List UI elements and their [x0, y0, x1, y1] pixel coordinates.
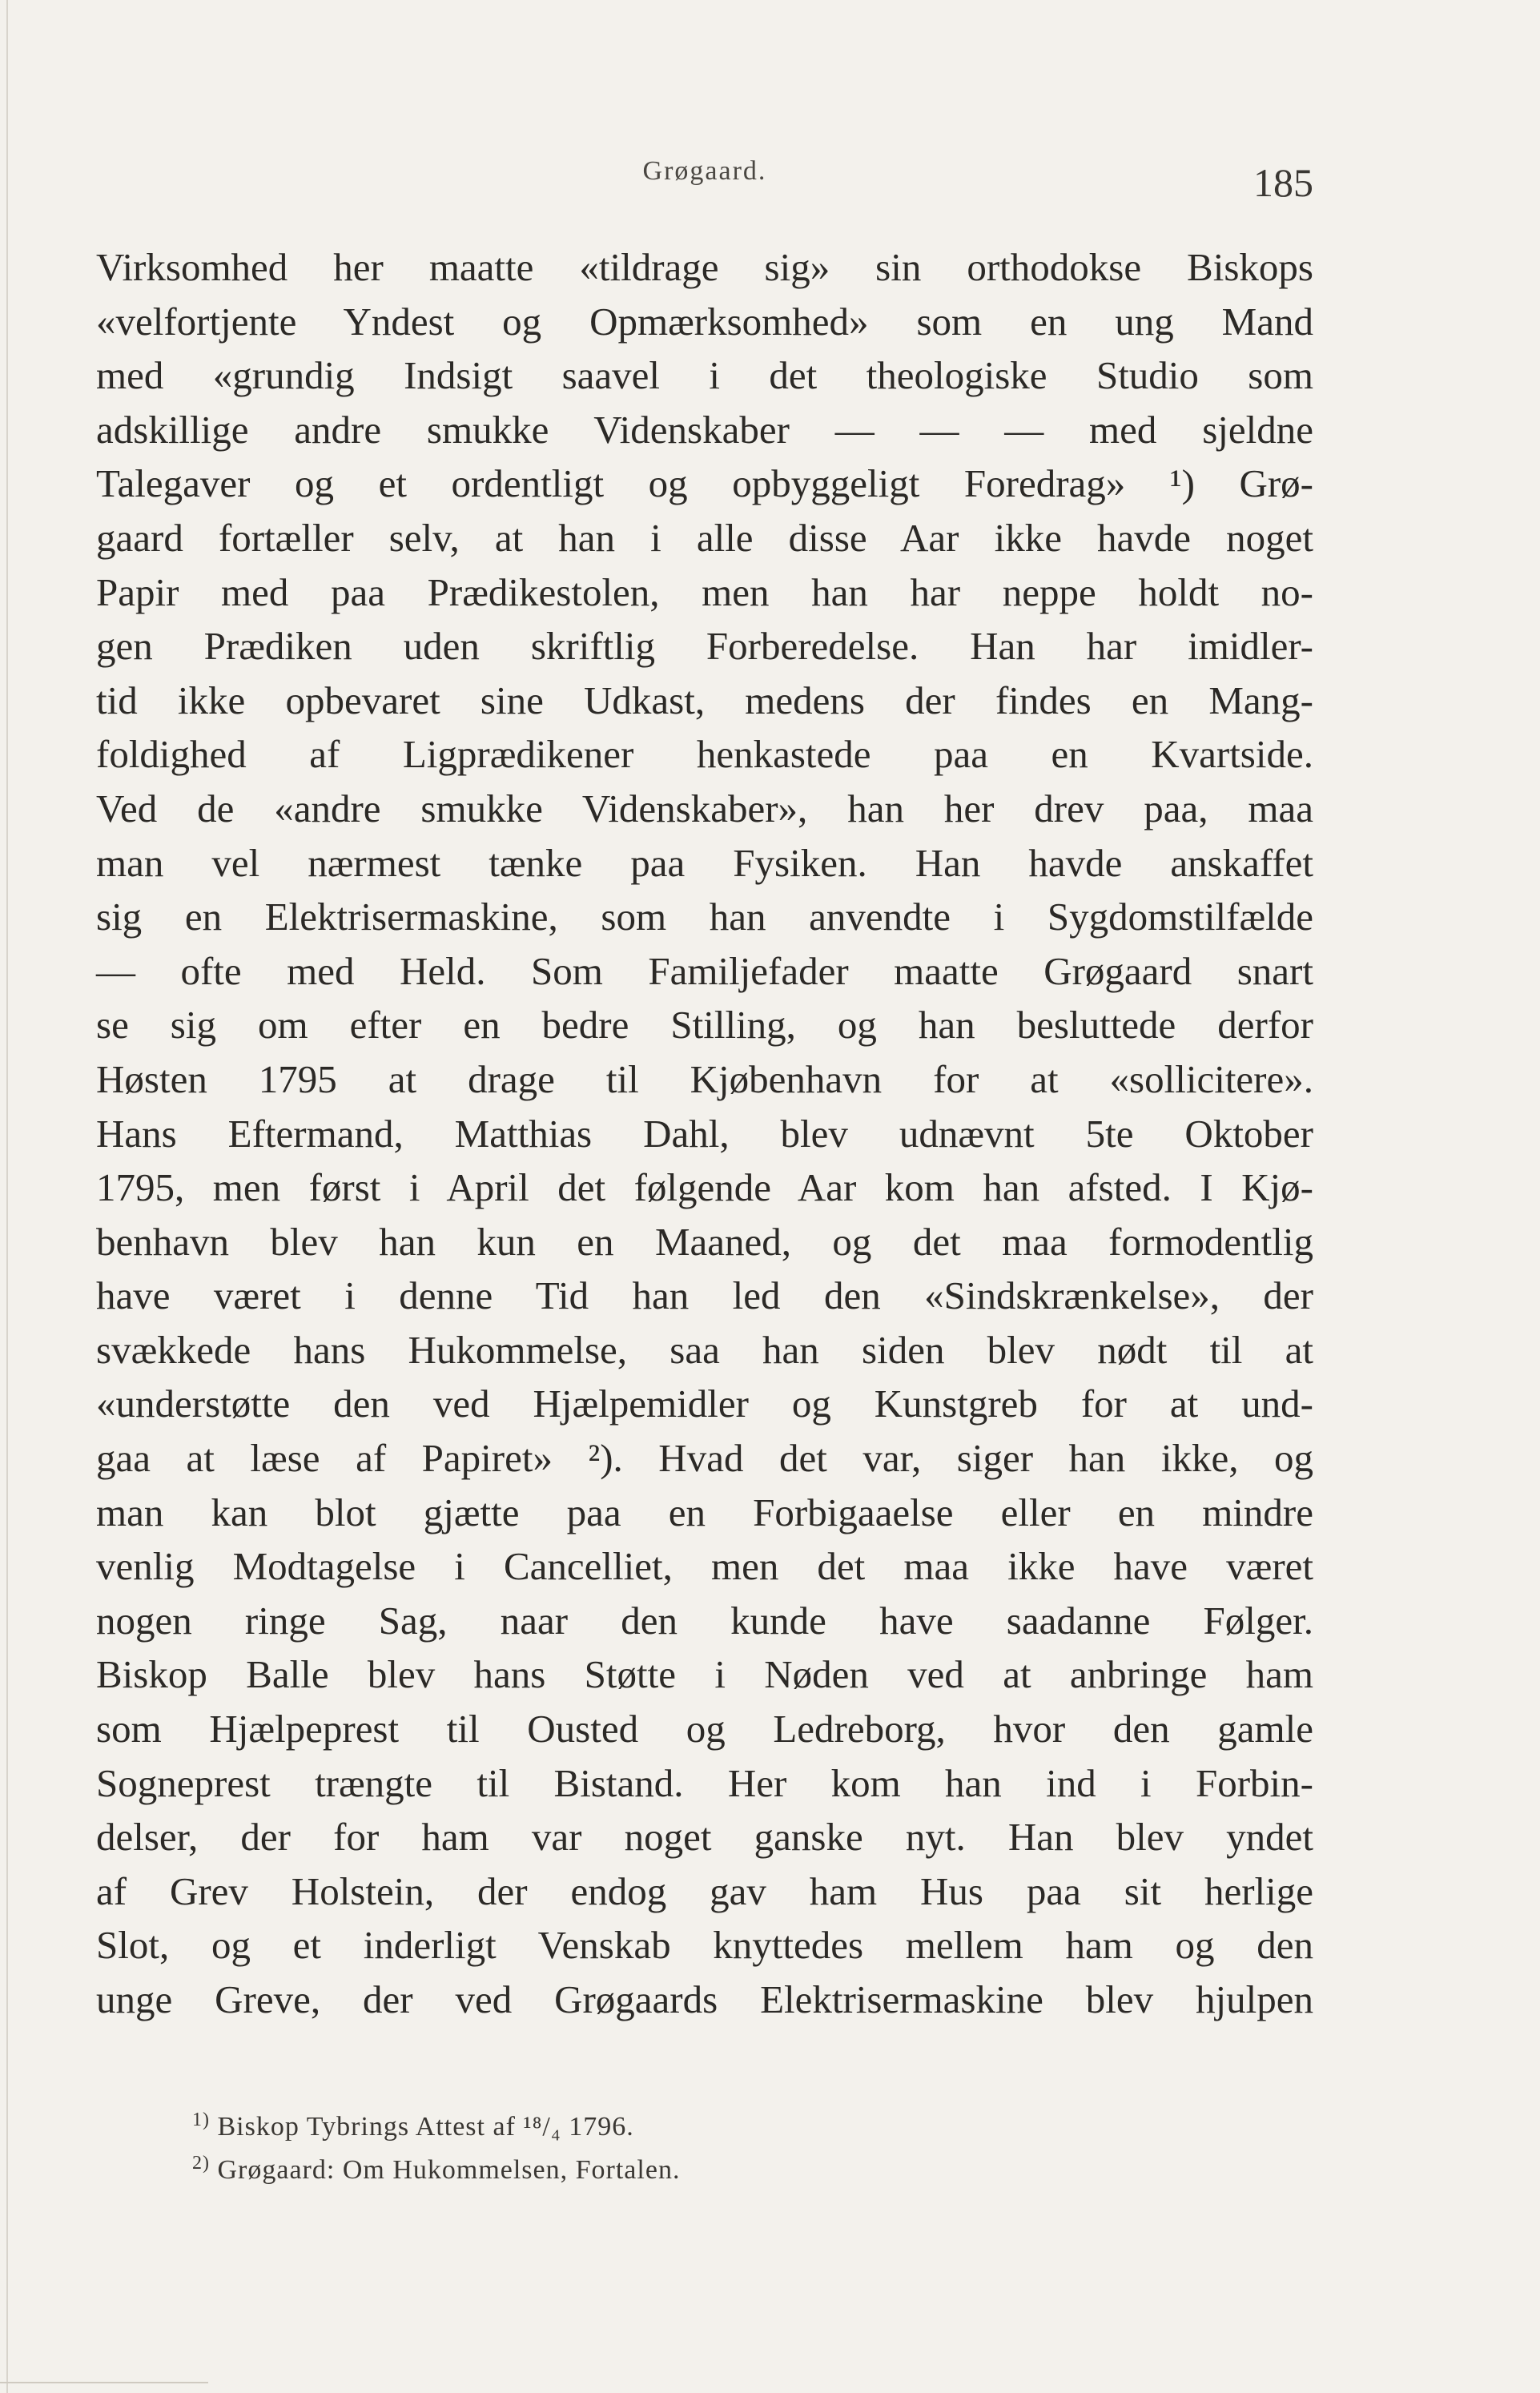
- text-line: Papir med paa Prædikestolen, men han har neppe holdt no-: [96, 569, 1313, 614]
- text-line: man kan blot gjætte paa en Forbigaaelse eller en mindre: [96, 1490, 1313, 1534]
- page-number: 185: [1253, 160, 1313, 205]
- footnote-marker: 1): [192, 2109, 210, 2130]
- text-line: Høsten 1795 at drage til Kjøbenhavn for at «sollicitere».: [96, 1056, 1313, 1101]
- text-line: Virksomhed her maatte «tildrage sig» sin orthodokse Biskops: [96, 245, 1313, 289]
- text-line: Biskop Balle blev hans Støtte i Nøden ved at anbringe ham: [96, 1652, 1313, 1697]
- text-line: foldighed af Ligprædikener henkastede paa en Kvartside.: [96, 732, 1313, 777]
- page-header: [96, 156, 1313, 204]
- text-line: Hans Eftermand, Matthias Dahl, blev udnævnt 5te Oktober: [96, 1111, 1313, 1156]
- text-line: nogen ringe Sag, naar den kunde have saadanne Følger.: [96, 1598, 1313, 1643]
- text-line: tid ikke opbevaret sine Udkast, medens der findes en Mang-: [96, 678, 1313, 722]
- text-line: Sogneprest trængte til Bistand. Her kom han ind i Forbin-: [96, 1760, 1313, 1805]
- text-line: Slot, og et inderligt Venskab knyttedes mellem ham og den: [96, 1923, 1313, 1968]
- footnotes: [192, 2098, 1073, 2185]
- text-line: adskillige andre smukke Videnskaber — — — med sjeldne: [96, 407, 1313, 452]
- text-line: have været i denne Tid han led den «Sindskrænkelse», der: [96, 1273, 1313, 1318]
- text-line: gaa at læse af Papiret» ²). Hvad det var, siger han ikke, og: [96, 1436, 1313, 1481]
- footnote: [192, 2098, 1073, 2142]
- body-text: [96, 240, 1313, 2027]
- page-edge-left: [6, 0, 8, 2393]
- text-line: «velfortjente Yndest og Opmærksomhed» som en ung Mand: [96, 299, 1313, 344]
- footnote-text: Grøgaard: Om Hukommelsen, Fortalen.: [217, 2155, 681, 2185]
- text-line: man vel nærmest tænke paa Fysiken. Han havde anskaffet: [96, 840, 1313, 885]
- text-line: unge Greve, der ved Grøgaards Elektrisermaskine blev hjulpen: [96, 1977, 1313, 2021]
- text-line: venlig Modtagelse i Cancelliet, men det maa ikke have været: [96, 1544, 1313, 1589]
- text-line: benhavn blev han kun en Maaned, og det maa formodentlig: [96, 1219, 1313, 1264]
- text-line: svækkede hans Hukommelse, saa han siden blev nødt til at: [96, 1327, 1313, 1372]
- page-edge-bottom: [0, 2382, 208, 2383]
- text-line: Talegaver og et ordentligt og opbyggeligt Foredrag» ¹) Grø-: [96, 461, 1313, 506]
- text-line: delser, der for ham var noget ganske nyt. Han blev yndet: [96, 1815, 1313, 1860]
- text-line: som Hjælpeprest til Ousted og Ledreborg, hvor den gamle: [96, 1707, 1313, 1752]
- text-line: af Grev Holstein, der endog gav ham Hus paa sit herlige: [96, 1868, 1313, 1913]
- text-line: Ved de «andre smukke Videnskaber», han her drev paa, maa: [96, 786, 1313, 831]
- text-line: 1795, men først i April det følgende Aar kom han afsted. I Kjø-: [96, 1165, 1313, 1210]
- text-line: se sig om efter en bedre Stilling, og han besluttede derfor: [96, 1003, 1313, 1048]
- footnote: [192, 2142, 1073, 2185]
- text-line: «understøtte den ved Hjælpemidler og Kunstgreb for at und-: [96, 1382, 1313, 1426]
- text-line: gaard fortæller selv, at han i alle disse Aar ikke havde noget: [96, 515, 1313, 560]
- text-line: — ofte med Held. Som Familjefader maatte Grøgaard snart: [96, 948, 1313, 993]
- text-line: sig en Elektrisermaskine, som han anvendte i Sygdomstilfælde: [96, 895, 1313, 939]
- text-line: med «grundig Indsigt saavel i det theologiske Studio som: [96, 353, 1313, 398]
- footnote-marker: 2): [192, 2153, 210, 2174]
- text-line: gen Prædiken uden skriftlig Forberedelse. Han har imidler-: [96, 624, 1313, 669]
- running-head: Grøgaard.: [642, 156, 767, 186]
- footnote-text: Biskop Tybrings Attest af ¹⁸/₄ 1796.: [217, 2112, 634, 2142]
